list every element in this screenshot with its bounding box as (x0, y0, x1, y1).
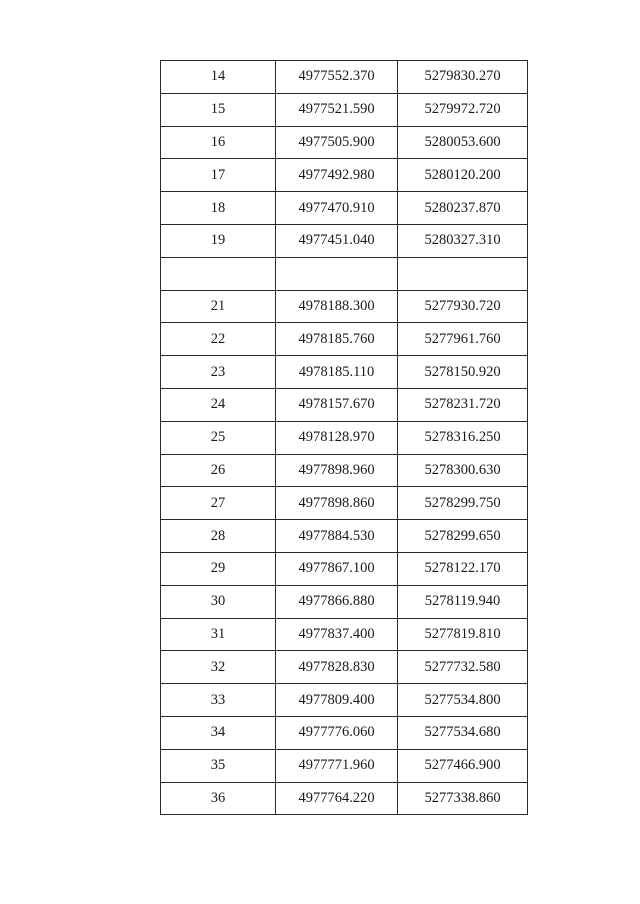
table-row (161, 749, 528, 782)
point-number-cell: 25 (161, 421, 276, 454)
table-row (161, 93, 528, 126)
y-coordinate-cell: 5278300.630 (398, 454, 528, 487)
point-number-cell: 33 (161, 684, 276, 717)
point-number-cell: 15 (161, 93, 276, 126)
point-number-cell: 26 (161, 454, 276, 487)
table-row (161, 782, 528, 815)
x-coordinate-cell: 4978185.110 (276, 356, 398, 389)
point-number-cell (161, 257, 276, 290)
x-coordinate-cell: 4977505.900 (276, 126, 398, 159)
y-coordinate-cell: 5280120.200 (398, 159, 528, 192)
x-coordinate-cell: 4977492.980 (276, 159, 398, 192)
x-coordinate-cell: 4977764.220 (276, 782, 398, 815)
x-coordinate-cell: 4978188.300 (276, 290, 398, 323)
point-number-cell: 36 (161, 782, 276, 815)
y-coordinate-cell: 5278231.720 (398, 388, 528, 421)
table-row (161, 651, 528, 684)
point-number-cell: 17 (161, 159, 276, 192)
table-row (161, 487, 528, 520)
y-coordinate-cell: 5279830.270 (398, 61, 528, 94)
point-number-cell: 22 (161, 323, 276, 356)
y-coordinate-cell: 5278299.650 (398, 520, 528, 553)
point-number-cell: 21 (161, 290, 276, 323)
point-number-cell: 27 (161, 487, 276, 520)
y-coordinate-cell: 5277732.580 (398, 651, 528, 684)
point-number-cell: 16 (161, 126, 276, 159)
x-coordinate-cell: 4977898.860 (276, 487, 398, 520)
y-coordinate-cell: 5277534.680 (398, 716, 528, 749)
point-number-cell: 30 (161, 585, 276, 618)
table-row (161, 159, 528, 192)
point-number-cell: 14 (161, 61, 276, 94)
point-number-cell: 29 (161, 552, 276, 585)
x-coordinate-cell: 4977451.040 (276, 224, 398, 257)
y-coordinate-cell: 5277534.800 (398, 684, 528, 717)
x-coordinate-cell: 4977771.960 (276, 749, 398, 782)
table-row (161, 224, 528, 257)
table-row (161, 585, 528, 618)
x-coordinate-cell: 4977552.370 (276, 61, 398, 94)
y-coordinate-cell: 5278119.940 (398, 585, 528, 618)
point-number-cell: 35 (161, 749, 276, 782)
y-coordinate-cell: 5278150.920 (398, 356, 528, 389)
table-row (161, 684, 528, 717)
x-coordinate-cell: 4978128.970 (276, 421, 398, 454)
table-row (161, 126, 528, 159)
x-coordinate-cell: 4978157.670 (276, 388, 398, 421)
x-coordinate-cell: 4977521.590 (276, 93, 398, 126)
point-number-cell: 24 (161, 388, 276, 421)
table-row (161, 454, 528, 487)
y-coordinate-cell: 5277930.720 (398, 290, 528, 323)
x-coordinate-cell: 4977828.830 (276, 651, 398, 684)
table-row (161, 421, 528, 454)
x-coordinate-cell: 4977470.910 (276, 192, 398, 225)
point-number-cell: 19 (161, 224, 276, 257)
table-row (161, 618, 528, 651)
x-coordinate-cell: 4977776.060 (276, 716, 398, 749)
point-number-cell: 23 (161, 356, 276, 389)
y-coordinate-cell: 5278316.250 (398, 421, 528, 454)
x-coordinate-cell: 4977898.960 (276, 454, 398, 487)
y-coordinate-cell: 5280237.870 (398, 192, 528, 225)
y-coordinate-cell: 5277961.760 (398, 323, 528, 356)
y-coordinate-cell: 5280327.310 (398, 224, 528, 257)
x-coordinate-cell: 4977837.400 (276, 618, 398, 651)
x-coordinate-cell: 4978185.760 (276, 323, 398, 356)
x-coordinate-cell (276, 257, 398, 290)
table-row (161, 257, 528, 290)
table-row (161, 192, 528, 225)
table-row (161, 61, 528, 94)
y-coordinate-cell: 5279972.720 (398, 93, 528, 126)
x-coordinate-cell: 4977867.100 (276, 552, 398, 585)
x-coordinate-cell: 4977809.400 (276, 684, 398, 717)
table-row (161, 388, 528, 421)
point-number-cell: 28 (161, 520, 276, 553)
point-number-cell: 18 (161, 192, 276, 225)
coordinate-table (160, 60, 528, 815)
coordinate-table-body (161, 61, 528, 815)
table-row (161, 552, 528, 585)
y-coordinate-cell: 5278299.750 (398, 487, 528, 520)
y-coordinate-cell: 5278122.170 (398, 552, 528, 585)
y-coordinate-cell (398, 257, 528, 290)
y-coordinate-cell: 5277466.900 (398, 749, 528, 782)
table-row (161, 520, 528, 553)
point-number-cell: 31 (161, 618, 276, 651)
table-row (161, 290, 528, 323)
y-coordinate-cell: 5277819.810 (398, 618, 528, 651)
x-coordinate-cell: 4977866.880 (276, 585, 398, 618)
table-row (161, 323, 528, 356)
y-coordinate-cell: 5280053.600 (398, 126, 528, 159)
y-coordinate-cell: 5277338.860 (398, 782, 528, 815)
x-coordinate-cell: 4977884.530 (276, 520, 398, 553)
table-row (161, 356, 528, 389)
point-number-cell: 34 (161, 716, 276, 749)
point-number-cell: 32 (161, 651, 276, 684)
table-row (161, 716, 528, 749)
